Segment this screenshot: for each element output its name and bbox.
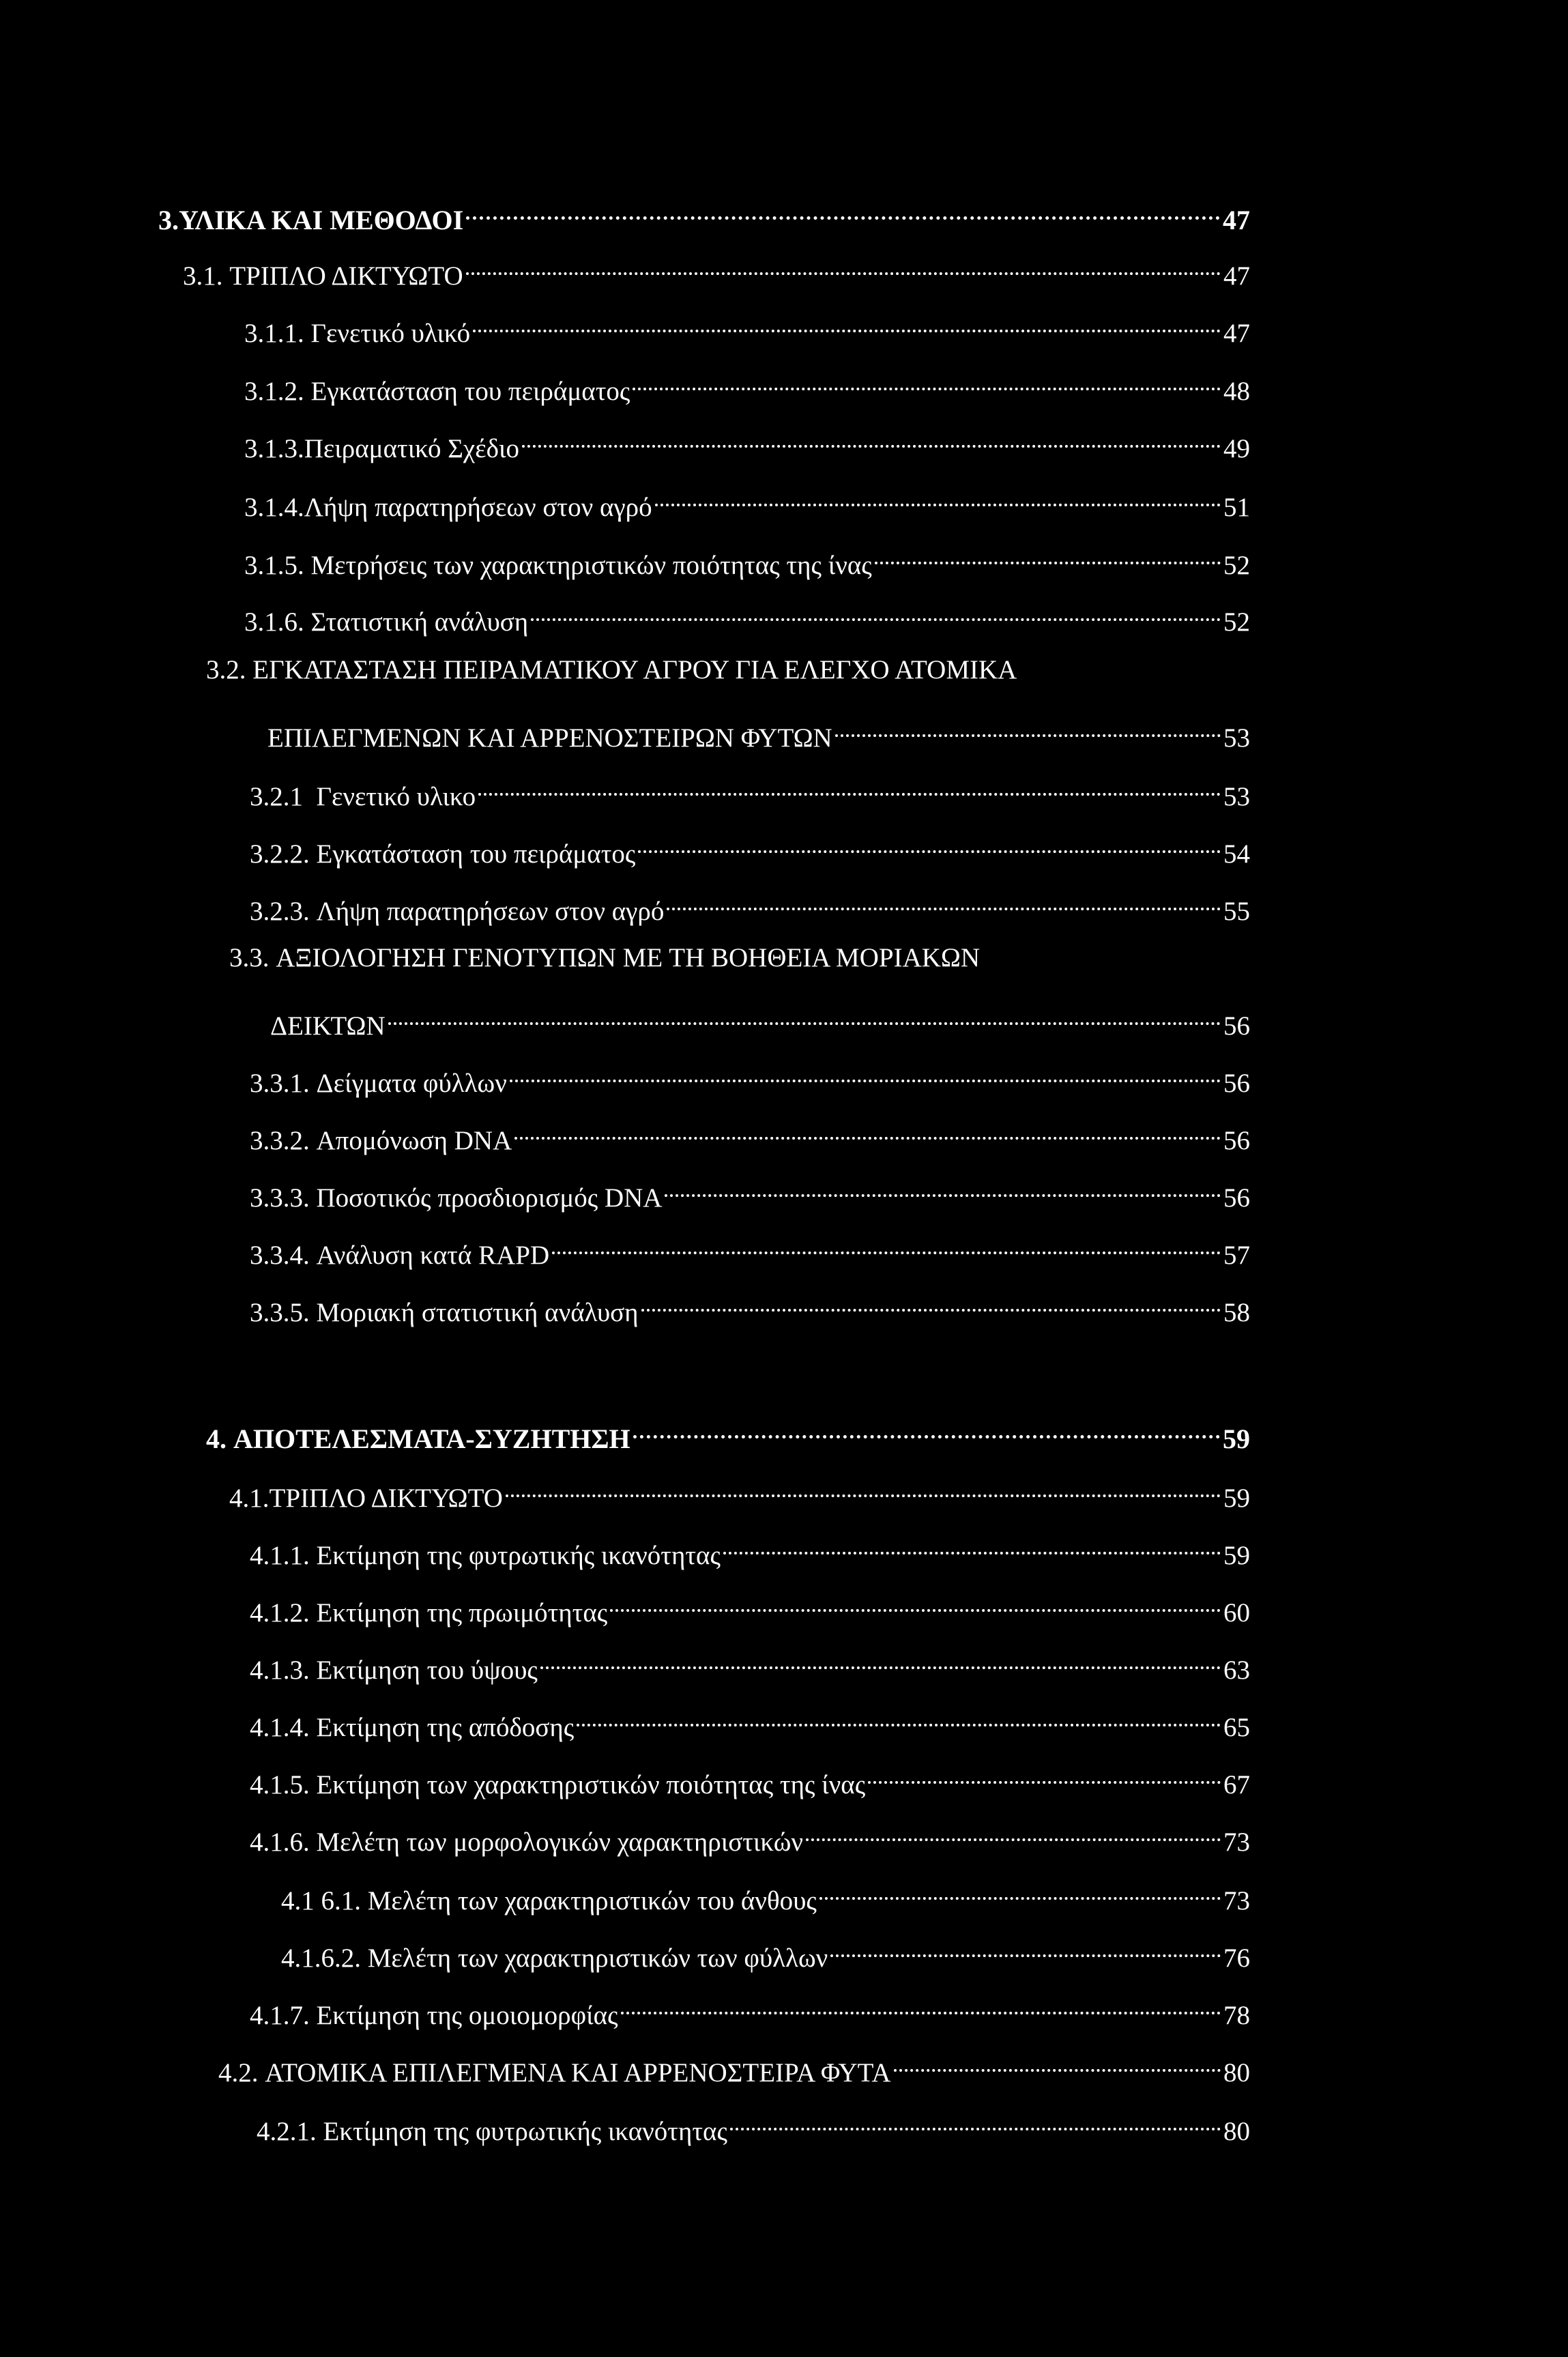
toc-entry-number: 3. [158,205,179,235]
toc-entry-heading-line [206,651,1017,689]
toc-entry-page: 76 [1223,1943,1250,1973]
toc-entry-page: 80 [1223,2058,1250,2087]
toc-entry [250,1583,1250,1628]
toc-entry-title: Ανάλυση κατά RAPD [316,1241,550,1270]
toc-dot-leader [730,2102,1221,2140]
toc-entry-page: 80 [1223,2117,1250,2146]
toc-dot-leader [835,708,1221,747]
toc-entry-number: 4.2. [218,2058,259,2087]
toc-entry-number: 3.1.5. [244,551,304,580]
toc-dot-leader [478,767,1221,805]
toc-entry-number: 4.1.3. [250,1655,310,1685]
toc-entry-title: Εκτίμηση της ομοιομορφίας [316,2001,618,2030]
toc-entry-title: Εκτίμηση της απόδοσης [316,1713,575,1742]
toc-entry-title: ΤΡΙΠΛΟ ΔΙΚΤΥΩΤΟ [229,261,463,291]
toc-entry-page: 47 [1223,319,1250,348]
toc-entry-heading-line [229,939,980,977]
toc-entry-page: 73 [1223,1827,1250,1857]
toc-entry-title: Απομόνωση DNA [316,1126,512,1155]
toc-entry-title: Γενετικό υλικό [310,319,471,348]
toc-entry [250,1640,1250,1685]
toc-entry-number: 3.1. [183,261,223,291]
toc-entry-page: 56 [1223,1069,1250,1098]
toc-entry-page: 59 [1223,1423,1250,1454]
toc-entry-title: Μοριακή στατιστική ανάλυση [316,1298,639,1327]
toc-entry-number: 3.3.2. [250,1126,310,1155]
toc-dot-leader [665,1168,1221,1206]
toc-entry-title: Εκτίμηση του ύψους [316,1655,538,1685]
toc-entry [257,2102,1250,2146]
toc-entry-title: Εγκατάσταση του πειράματος [316,839,636,869]
toc-entry [281,1928,1250,1973]
toc-entry-page: 56 [1223,1011,1250,1041]
toc-dot-leader [531,592,1221,631]
toc-dot-leader [868,1755,1221,1793]
toc-entry-title: Λήψη παρατηρήσεων στον αγρό [304,493,652,522]
toc-entry-title: ΥΛΙΚΑ ΚΑΙ ΜΕΘΟΔΟΙ [179,205,464,235]
toc-entry-title: Μετρήσεις των χαρακτηριστικών ποιότητας της ίνας [310,551,872,580]
toc-entry [244,304,1250,348]
toc-entry [270,996,1250,1041]
toc-entry-number: 3.3.5. [250,1298,310,1327]
toc-entry [250,767,1250,811]
toc-entry-page: 78 [1223,2001,1250,2030]
toc-entry-number: 3.2.1 [250,782,303,811]
toc-entry [281,1871,1250,1915]
toc-entry-page: 47 [1223,261,1250,291]
toc-entry-page: 53 [1223,782,1250,811]
toc-entry-number: 4.1.2. [250,1598,310,1628]
toc-entry-title: Δείγματα φύλλων [316,1069,507,1098]
toc-entry-title: Στατιστική ανάλυση [310,607,529,637]
toc-entry-number: 4.1.7. [250,2001,310,2030]
toc-dot-leader [633,362,1221,400]
toc-entry [250,1226,1250,1270]
toc-entry-page: 52 [1223,607,1250,637]
toc-entry-title: Εκτίμηση της φυτρωτικής ικανότητας [316,1541,721,1570]
toc-entry-title: Γενετικό υλικο [316,782,476,811]
toc-dot-leader [510,1054,1221,1092]
toc-dot-leader [388,996,1221,1035]
toc-entry-page: 53 [1223,723,1250,753]
toc-dot-leader [473,304,1221,342]
toc-dot-leader [514,1111,1221,1149]
toc-dot-leader [638,824,1221,863]
toc-entry-number: 3.3.3. [250,1183,310,1213]
toc-entry [244,419,1250,463]
toc-entry-number: 4.1.6.2. [281,1943,361,1973]
toc-entry [250,1526,1250,1570]
toc-entry-number: 3.1.3. [244,434,304,463]
toc-entry-page: 51 [1223,493,1250,522]
toc-entry-title: ΑΤΟΜΙΚΑ ΕΠΙΛΕΓΜΕΝΑ ΚΑΙ ΑΡΡΕΝΟΣΤΕΙΡΑ ΦΥΤΑ [265,2058,891,2087]
toc-entry-page: 56 [1223,1183,1250,1213]
toc-entry [244,362,1250,406]
toc-dot-leader [577,1698,1221,1736]
toc-dot-leader [610,1583,1221,1621]
toc-entry-number: 3.1.6. [244,607,304,637]
toc-entry-title: Λήψη παρατηρήσεων στον αγρό [316,897,665,926]
toc-entry-page: 49 [1223,434,1250,463]
toc-entry-number: 4.1.5. [250,1770,310,1799]
toc-entry-page: 73 [1223,1886,1250,1915]
toc-entry-title: Μελέτη των μορφολογικών χαρακτηριστικών [316,1827,804,1857]
toc-entry-title: Εγκατάσταση του πειράματος [310,377,630,406]
toc-entry [244,478,1250,522]
toc-entry-title: Μελέτη των χαρακτηριστικών του άνθους [367,1886,817,1915]
toc-entry-page: 57 [1223,1241,1250,1270]
toc-dot-leader [875,536,1221,574]
toc-entry [183,246,1250,291]
toc-entry [218,2043,1250,2087]
toc-entry-page: 52 [1223,551,1250,580]
toc-dot-leader [667,882,1221,920]
toc-entry [250,824,1250,869]
toc-entry-title: Ποσοτικός προσδιορισμός DNA [316,1183,663,1213]
toc-entry [206,1410,1250,1454]
toc-entry-title: Πειραματικό Σχέδιο [304,434,519,463]
toc-dot-leader [506,1469,1221,1507]
toc-entry-number: 3.2. [206,655,246,684]
toc-entry-title: Εκτίμηση της φυτρωτικής ικανότητας [323,2117,727,2146]
toc-entry-page: 67 [1223,1770,1250,1799]
toc-entry-number: 3.1.1. [244,319,304,348]
toc-dot-leader [522,419,1221,457]
toc-entry [244,536,1250,580]
toc-dot-leader [655,478,1221,516]
toc-entry [250,1111,1250,1155]
toc-dot-leader [641,1283,1221,1321]
toc-entry-number: 3.3.1. [250,1069,310,1098]
toc-entry-number: 4. [206,1423,227,1454]
toc-entry-page: 54 [1223,839,1250,869]
toc-entry-number: 3.2.2. [250,839,310,869]
toc-entry-title: Μελέτη των χαρακτηριστικών των φύλλων [367,1943,828,1973]
toc-entry [250,1986,1250,2030]
toc-entry-number: 4.2.1. [257,2117,317,2146]
toc-dot-leader [830,1928,1221,1967]
toc-entry-page: 63 [1223,1655,1250,1685]
toc-entry-page: 48 [1223,377,1250,406]
toc-dot-leader [466,246,1221,285]
toc-entry-page: 59 [1223,1541,1250,1570]
toc-entry-page: 60 [1223,1598,1250,1628]
toc-entry-page: 59 [1223,1484,1250,1513]
toc-entry [250,1168,1250,1213]
toc-entry-title: ΤΡΙΠΛΟ ΔΙΚΤΥΩΤΟ [269,1484,503,1513]
toc-entry-title: ΑΠΟΤΕΛΕΣΜΑΤΑ-ΣΥΖΗΤΗΣΗ [233,1423,630,1454]
toc-entry-page: 58 [1223,1298,1250,1327]
toc-entry-number: 3.1.4. [244,493,304,522]
toc-entry [250,882,1250,926]
toc-entry-page: 55 [1223,897,1250,926]
toc-entry [250,1812,1250,1857]
toc-entry-title: ΑΞΙΟΛΟΓΗΣΗ ΓΕΝΟΤΥΠΩΝ ΜΕ ΤΗ ΒΟΗΘΕΙΑ ΜΟΡΙΑΚΩΝ [276,943,981,972]
toc-entry [267,708,1250,753]
toc-entry-page: 47 [1223,205,1250,235]
toc-dot-leader [466,191,1220,229]
toc-dot-leader [806,1812,1221,1851]
toc-dot-leader [723,1526,1221,1564]
toc-entry-title: Εκτίμηση των χαρακτηριστικών ποιότητας της ίνας [316,1770,866,1799]
toc-entry [158,191,1250,235]
toc-entry-title: ΕΓΚΑΤΑΣΤΑΣΗ ΠΕΙΡΑΜΑΤΙΚΟΥ ΑΓΡΟΥ ΓΙΑ ΕΛΕΓΧΟ ΑΤΟΜΙΚΑ [252,655,1017,684]
toc-entry-number: 4.1 6.1. [281,1886,361,1915]
toc-entry-number: 3.1.2. [244,377,304,406]
toc-dot-leader [894,2043,1221,2081]
toc-entry-number: 4.1. [229,1484,270,1513]
toc-entry [244,592,1250,637]
toc-dot-leader [621,1986,1221,2024]
toc-entry-number: 3.3. [229,943,270,972]
toc-dot-leader [633,1410,1220,1448]
toc-entry-number: 4.1.1. [250,1541,310,1570]
toc-entry-page: 56 [1223,1126,1250,1155]
toc-dot-leader [819,1871,1221,1909]
toc-entry-title: Εκτίμηση της πρωιμότητας [316,1598,608,1628]
toc-entry-page: 65 [1223,1713,1250,1742]
toc-entry-number: 4.1.6. [250,1827,310,1857]
toc-entry [250,1755,1250,1799]
toc-entry [250,1283,1250,1327]
toc-entry-number: 3.2.3. [250,897,310,926]
toc-entry [229,1469,1250,1513]
toc-entry-number: 3.3.4. [250,1241,310,1270]
toc-dot-leader [552,1226,1221,1264]
toc-entry [250,1698,1250,1742]
toc-entry-title-continued: ΔΕΙΚΤΩΝ [270,1011,386,1041]
toc-dot-leader [540,1640,1221,1679]
toc-entry [250,1054,1250,1098]
toc-entry-number: 4.1.4. [250,1713,310,1742]
toc-entry-title-continued: ΕΠΙΛΕΓΜΕΝΩΝ ΚΑΙ ΑΡΡΕΝΟΣΤΕΙΡΩΝ ΦΥΤΩΝ [267,723,832,753]
